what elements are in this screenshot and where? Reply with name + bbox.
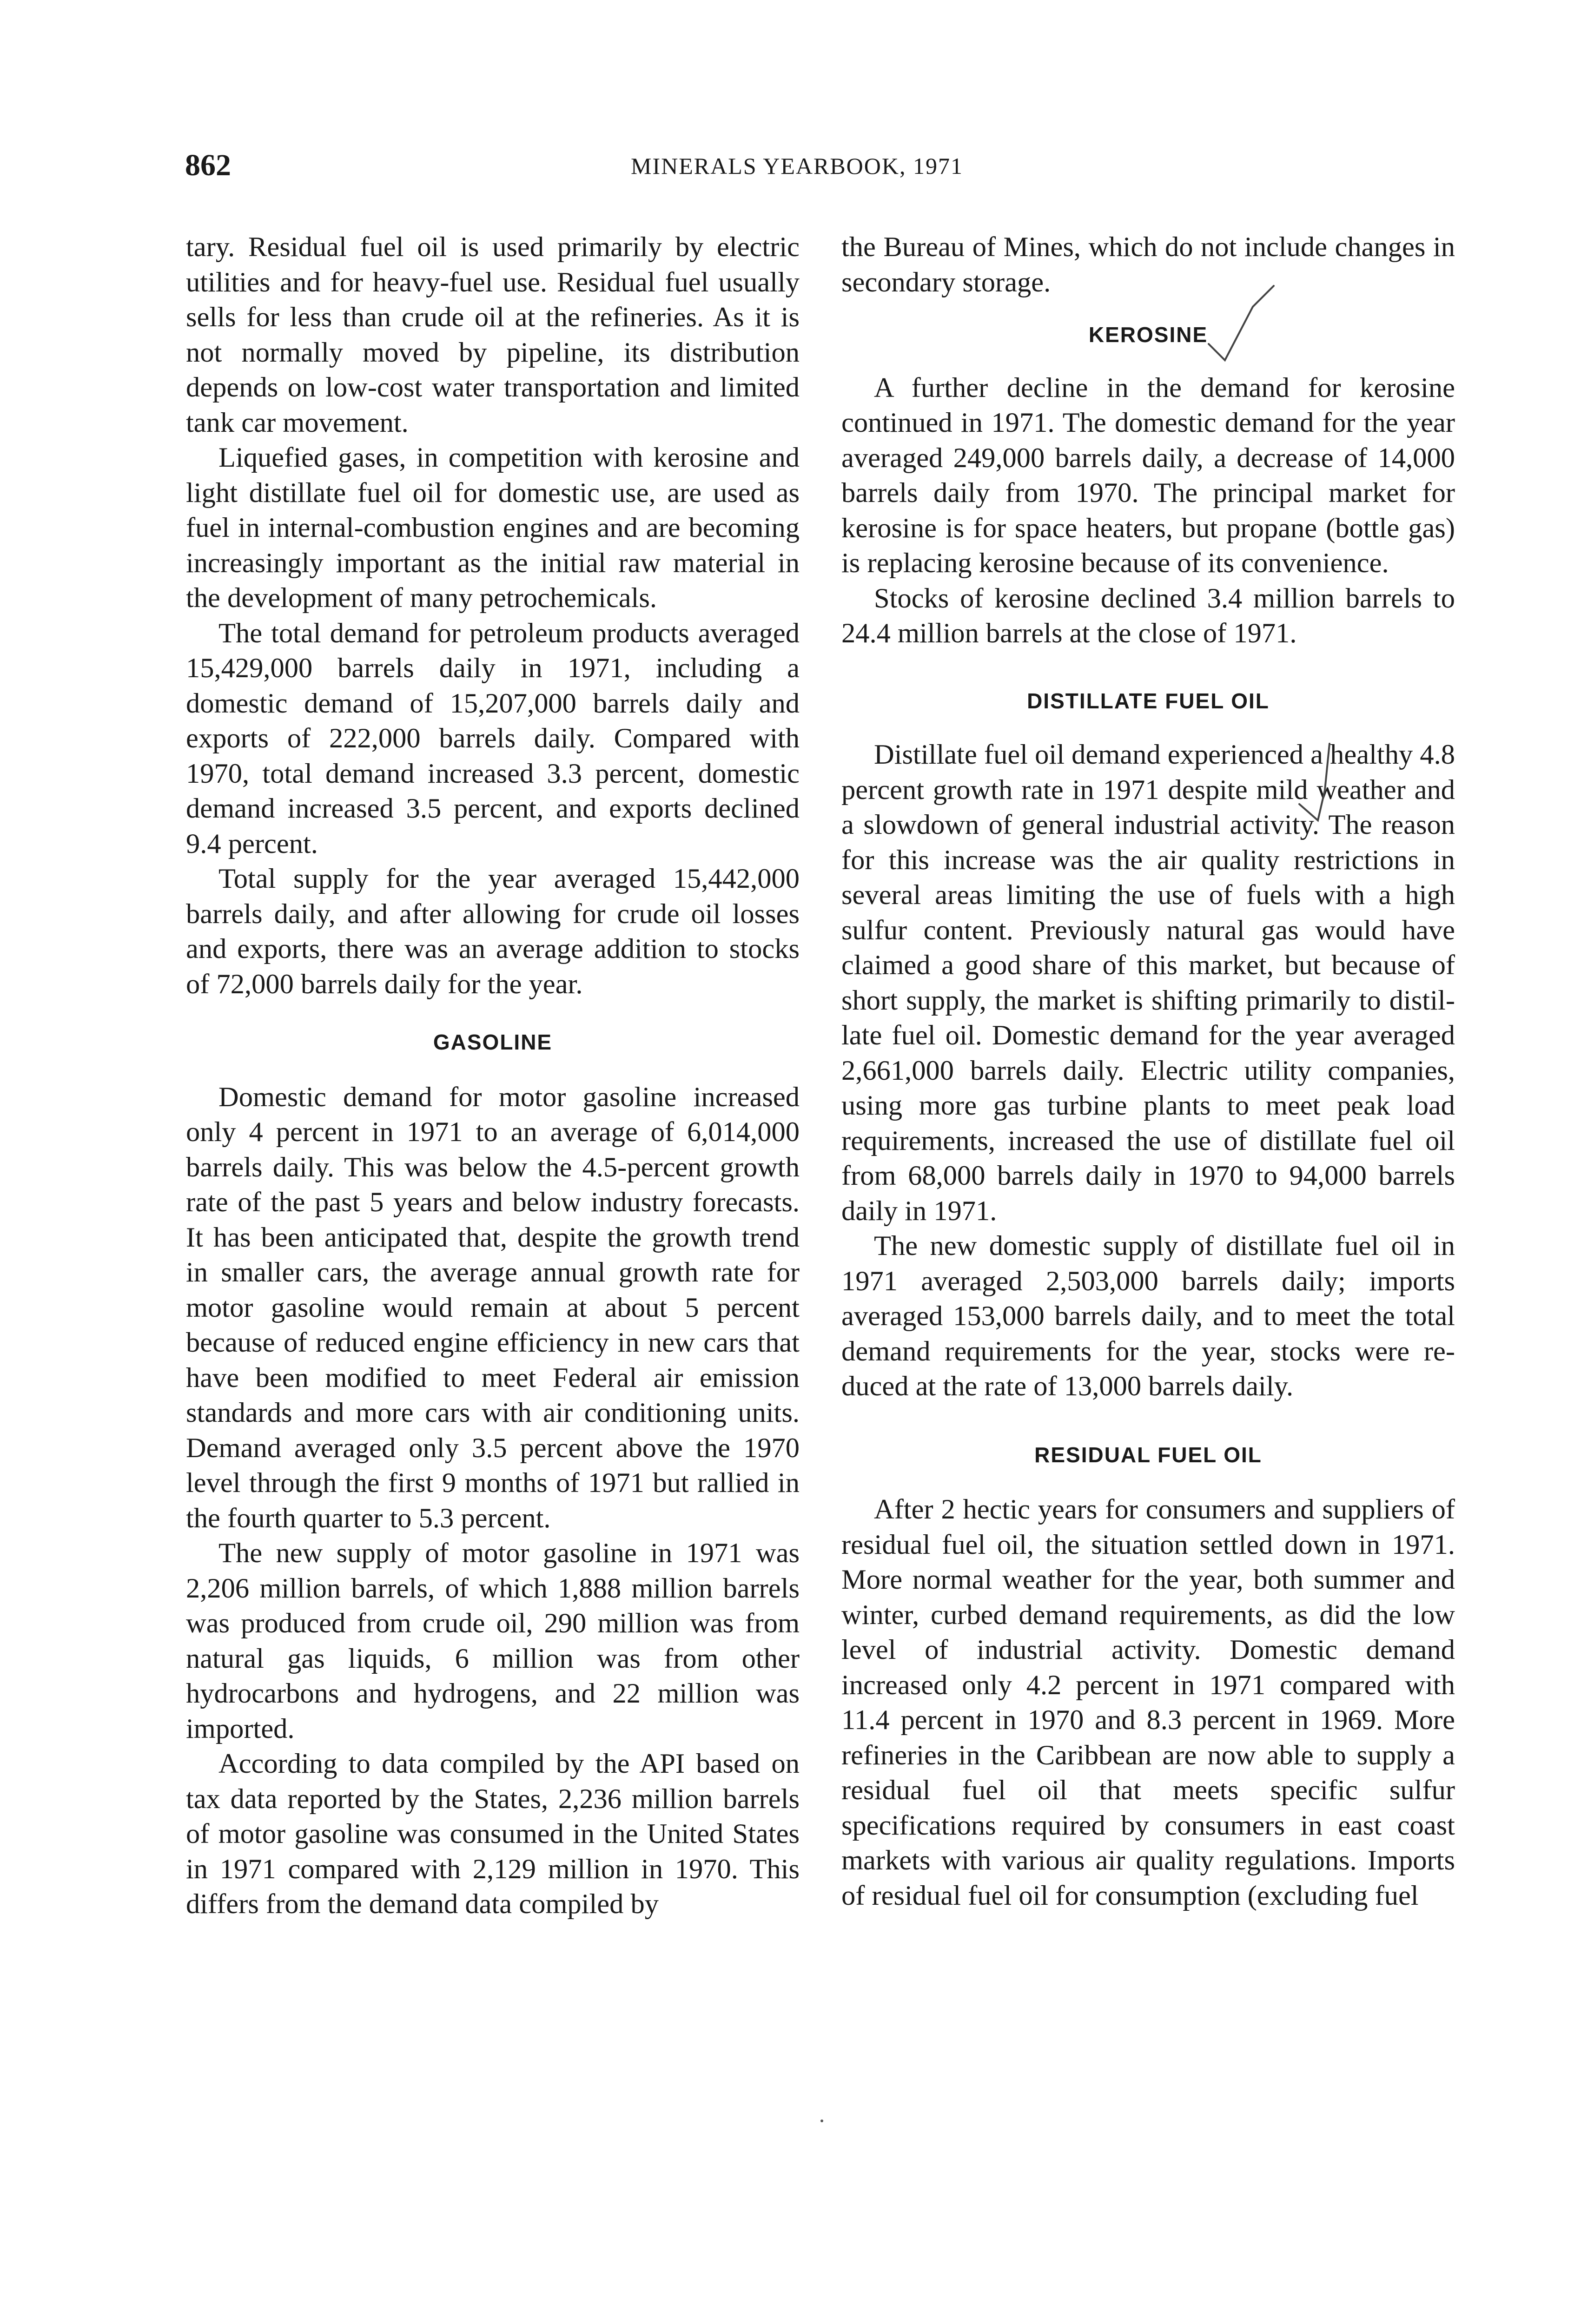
paragraph-gasoline-supply: The new supply of motor gasoline in 1971 was 2,206 million barrels, of which 1,888 million barrels was produced from crude oil, 290 million was from natural gas liquids, 6 million was from other hydrocarbons and hydrogens, and 22 million was imported.	[186, 1538, 800, 1744]
paragraph-bureau-continued: the Bureau of Mines, which do not include changes in secondary storage.	[841, 231, 1455, 298]
heading-residual-fuel-oil: RESIDUAL FUEL OIL	[1034, 1442, 1262, 1467]
heading-distillate-fuel-oil: DISTILLATE FUEL OIL	[1027, 688, 1270, 713]
paragraph-liquefied-gases: Liquefied gases, in competition with kerosine and light distillate fuel oil for domestic use, are used as fuel in internal-combustion engines and are becoming increasingly important as the initial raw material in the development of many petrochemicals.	[186, 442, 800, 614]
running-title: MINERALS YEARBOOK, 1971	[631, 153, 963, 179]
paragraph-kerosine-stocks: Stocks of kerosine declined 3.4 million barrels to 24.4 million barrels at the close of 1971.	[841, 582, 1455, 649]
paragraph-api-data: According to data compiled by the API based on tax data reported by the States, 2,236 million barrels of motor gasoline was consumed in the United States in 1971 compared with 2,129 million in 1970. This differs from the demand data compiled by	[186, 1748, 800, 1920]
right-column	[841, 230, 1455, 1913]
paragraph-total-demand: The total demand for petroleum products averaged 15,429,000 barrels daily in 1971, including a domestic demand of 15,207,000 barrels daily and exports of 222,000 barrels daily. Compared with 1970, total demand increased 3.3 percent, domestic demand increased 3.5 percent, and exports declined 9.4 percent.	[186, 617, 800, 859]
paragraph-kerosine-demand: A further decline in the demand for kerosine continued in 1971. The domestic demand for the year averaged 249,000 barrels daily, a decrease of 14,000 barrels daily from 1970. The principal market for kerosine is for space heaters, but propane (bottle gas) is replacing kerosine because of its convenience.	[841, 372, 1455, 579]
paragraph-residual-continued: tary. Residual fuel oil is used primarily by electric utilities and for heavy-fuel use. Residual fuel usually sells for less than crude oil at the refineries. As it is not normally moved by pipeline, its distribution depends on low-cost water transportation and limited tank car movement.	[186, 231, 800, 438]
paragraph-distillate-demand: Distillate fuel oil demand experienced a healthy 4.8 percent growth rate in 1971 despite mild weather and a slowdown of general industrial activity. The reason for this increase was the air quality restrictions in several areas limiting the use of fuels with a high sulfur content. Previously natural gas would have claimed a good share of this market, but because of short supply, the market is shifting primarily to distillate fuel oil. Domestic demand for the year averaged 2,661,000 barrels daily. Electric utility companies, using more gas turbine plants to meet peak load requirements, increased the use of distillate fuel oil from 68,000 barrels daily in 1970 to 94,000 barrels daily in 1971.	[841, 739, 1455, 1227]
left-column	[186, 230, 800, 1922]
heading-gasoline: GASOLINE	[433, 1030, 553, 1054]
paragraph-total-supply: Total supply for the year averaged 15,442,000 barrels daily, and after allowing for crude oil losses and exports, there was an average addition to stocks of 72,000 barrels daily for the year.	[186, 863, 800, 1000]
stray-mark	[820, 2119, 823, 2122]
page-number: 862	[185, 148, 231, 182]
pencil-checkmark-icon	[1292, 734, 1348, 827]
paragraph-gasoline-demand: Domestic demand for motor gasoline increased only 4 percent in 1971 to an average of 6,014,000 barrels daily. This was below the 4.5-percent growth rate of the past 5 years and below industry forecasts. It has been anticipated that, despite the growth trend in smaller cars, the average annual growth rate for motor gasoline would remain at about 5 percent because of reduced engine efficiency in new cars that have been modified to meet Federal air emission standards and more cars with air conditioning units. Demand averaged only 3.5 percent above the 1970 level through the first 9 months of 1971 but rallied in the fourth quarter to 5.3 percent.	[186, 1081, 800, 1534]
pencil-checkmark-icon	[1199, 279, 1292, 381]
heading-kerosine: KEROSINE	[1088, 323, 1208, 347]
paragraph-residual-demand: After 2 hectic years for consumers and suppliers of residual fuel oil, the situation settled down in 1971. More normal weather for the year, both summer and winter, curbed demand requirements, as did the low level of industrial activity. Domestic demand increased only 4.2 percent in 1971 compared with 11.4 percent in 1970 and 8.3 percent in 1969. More refineries in the Caribbean are now able to supply a residual fuel oil that meets specific sulfur specifications required by consumers in east coast markets with various air quality regulations. Imports of residual fuel oil for consumption (excluding fuel	[841, 1494, 1455, 1911]
paragraph-distillate-supply: The new domestic supply of distillate fuel oil in 1971 averaged 2,503,000 barrels daily; imports averaged 153,000 barrels daily, and to meet the total demand requirements for the year, stocks were reduced at the rate of 13,000 barrels daily.	[841, 1230, 1455, 1402]
